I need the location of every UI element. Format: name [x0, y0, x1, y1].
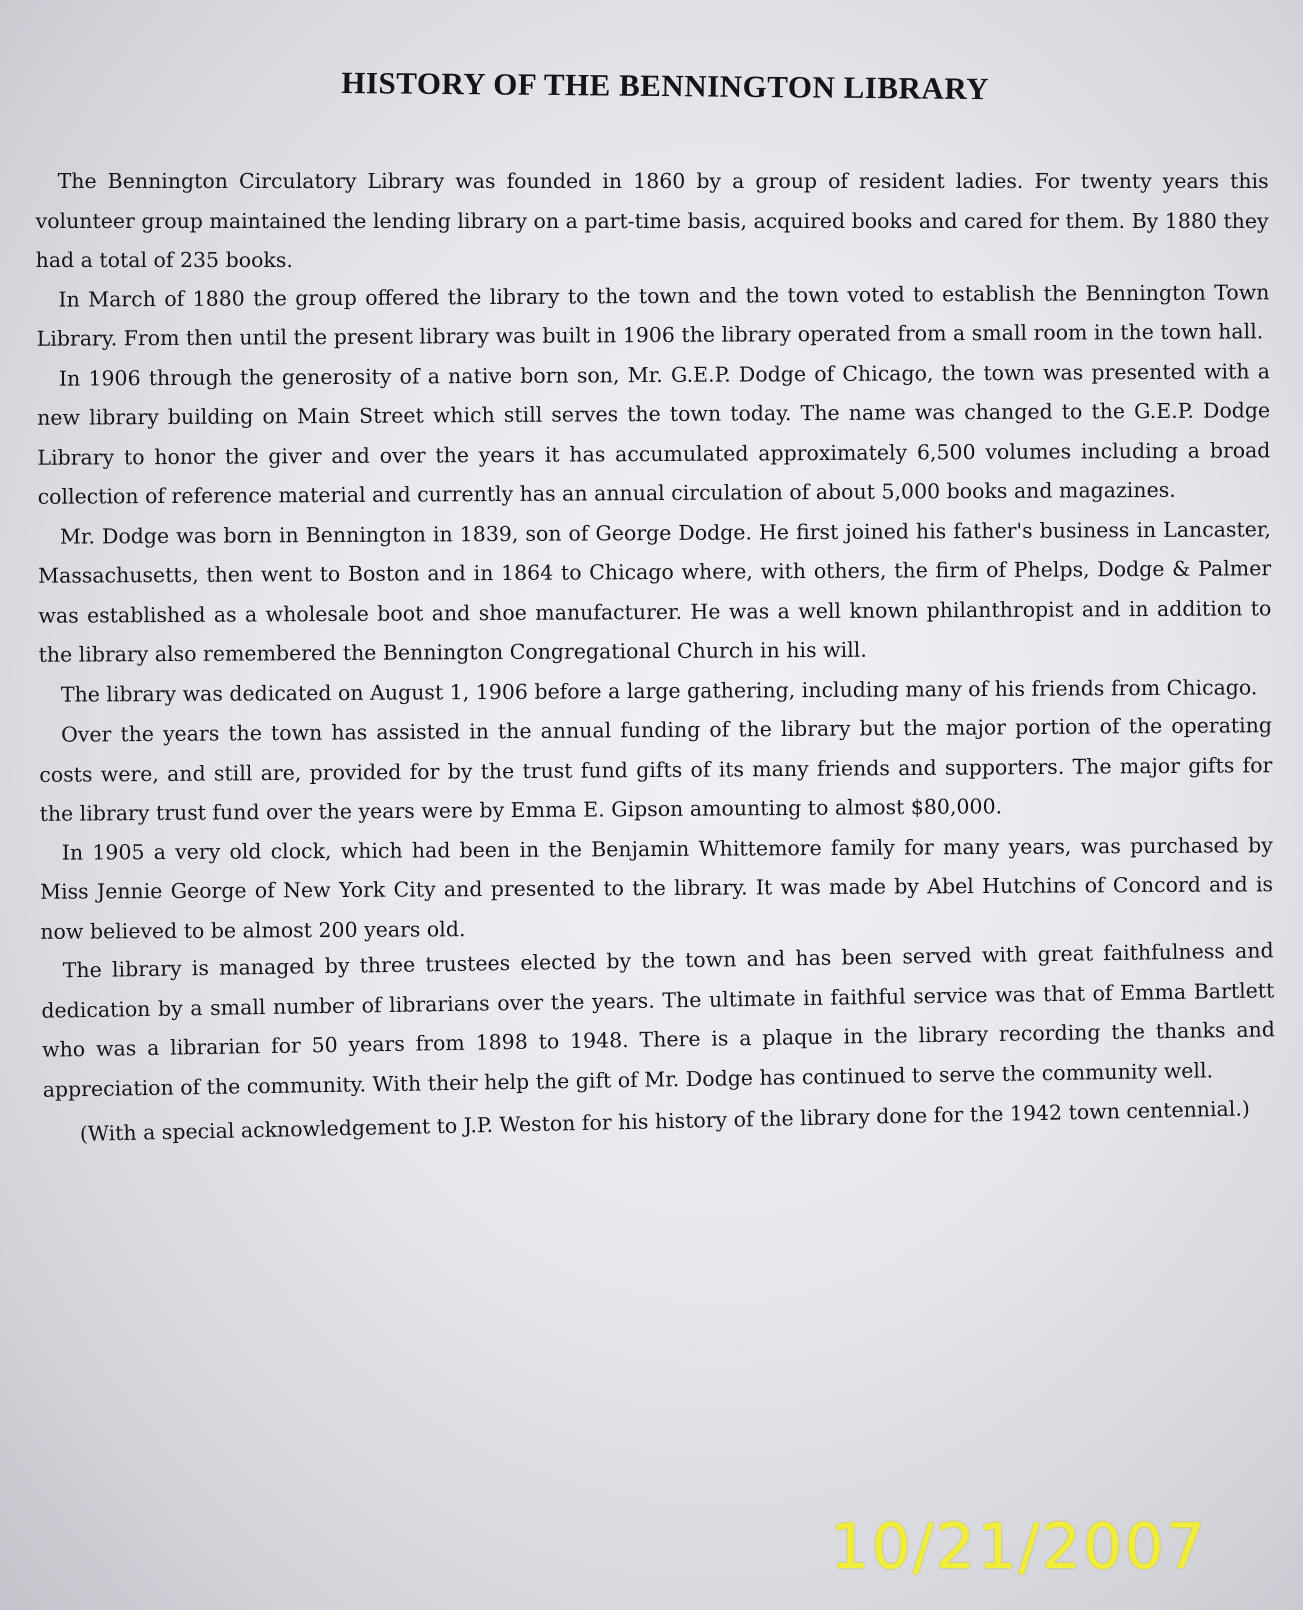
paragraph-dedication: The library was dedicated on August 1, 1906 before a large gathering, including many of his friends from Chicago.	[60, 674, 1258, 707]
paragraph-dodge-gift: In 1906 through the generosity of a native born son, Mr. G.E.P. Dodge of Chicago, the town was presented with a new library building on Main Street which still serves the town today. The name was changed to the G.E.P. Dodge Library to honor the giver and over the years it has accumulated approximately 6,500 volumes including a broad collection of reference material and currently has an annual circulation of about 5,000 books and magazines.	[37, 358, 1271, 509]
paragraph-trustees: The library is managed by three trustees elected by the town and has been served with great faithfulness and dedication by a small number of librarians over the years. The ultimate in faithful service was that of Emma Bartlett who was a librarian for 50 years from 1898 to 1948. There is a plaque in the library recording the thanks and appreciation of the community. With their help the gift of Mr. Dodge has continued to serve the community well.	[41, 938, 1276, 1102]
document-page	[30, 56, 1288, 1344]
paragraph-town-library: In March of 1880 the group offered the library to the town and the town voted to establish the Bennington Town Library. From then until the present library was built in 1906 the library operated from a small room in the town hall.	[36, 279, 1270, 351]
paragraph-clock: In 1905 a very old clock, which had been in the Benjamin Whittemore family for many years, was purchased by Miss Jennie George of New York City and presented to the library. It was made by Abel Hutchins of Concord and is now believed to be almost 200 years old.	[39, 832, 1274, 944]
paragraph-dodge-biography: Mr. Dodge was born in Bennington in 1839, son of George Dodge. He first joined his father's business in Lancaster, Massachusetts, then went to Boston and in 1864 to Chicago where, with others, the firm of Phelps, Dodge & Palmer was established as a wholesale boot and shoe manufacturer. He was a well known philanthropist and in addition to the library also remembered the Bennington Congregational Church in his will.	[38, 516, 1272, 667]
paragraph-founding: The Bennington Circulatory Library was founded in 1860 by a group of resident ladies. For twenty years this volunteer group maintained the lending library on a part-time basis, acquired books and cared for them. By 1880 they had a total of 235 books.	[35, 168, 1269, 272]
camera-date-stamp: 10/21/2007	[830, 1510, 1208, 1583]
paragraph-funding: Over the years the town has assisted in the annual funding of the library but the major portion of the operating costs were, and still are, provided for by the trust fund gifts of its many friends and supporters. The major gifts for the library trust fund over the years were by Emma E. Gipson amounting to almost $80,000.	[39, 713, 1273, 826]
document-body	[36, 154, 1275, 1155]
paragraph-acknowledgement: (With a special acknowledgement to J.P. Weston for his history of the library done for the 1942 town centennial.)	[79, 1096, 1251, 1146]
document-title: HISTORY OF THE BENNINGTON LIBRARY	[341, 64, 990, 107]
